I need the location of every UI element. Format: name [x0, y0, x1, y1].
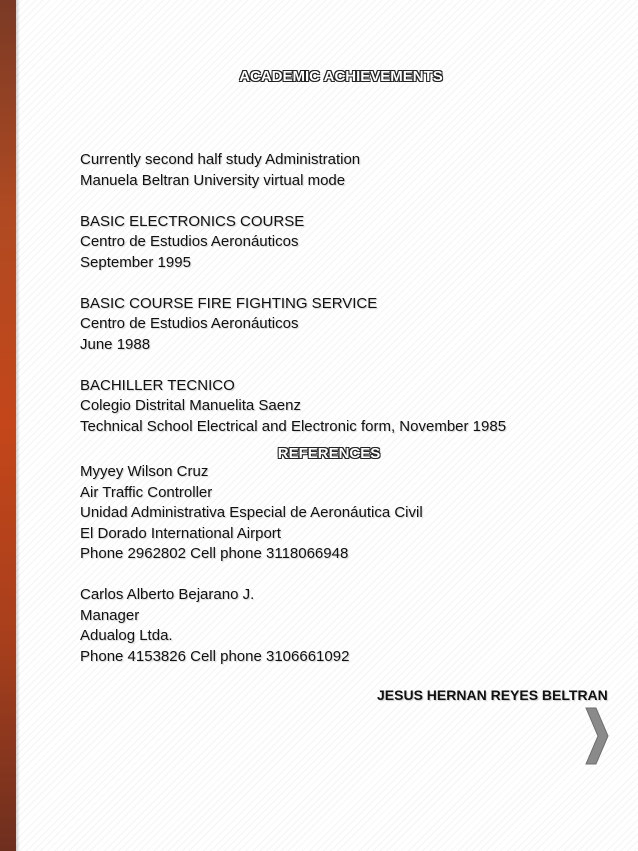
- reference-1-line: Unidad Administrativa Especial de Aeronáutica Civil: [80, 504, 423, 521]
- academic-content: [80, 150, 506, 437]
- current-study-line: Currently second half study Administration: [80, 151, 361, 168]
- current-study-line: Manuela Beltran University virtual mode: [80, 171, 346, 189]
- chevron-right-icon[interactable]: [584, 706, 610, 766]
- electronics-course-line: Centro de Estudios Aeronáuticos: [80, 233, 299, 250]
- reference-2-line: Phone 4153826 Cell phone 3106661092: [80, 647, 350, 665]
- electronics-course-line: September 1995: [80, 253, 191, 271]
- electronics-course-line: BASIC ELECTRONICS COURSE: [80, 212, 305, 230]
- signature-name: JESUS HERNAN REYES BELTRAN: [377, 687, 608, 703]
- reference-2-line: Adualog Ltda.: [80, 627, 173, 644]
- side-accent-bar: [0, 0, 16, 851]
- reference-1-line: Air Traffic Controller: [80, 483, 213, 501]
- bachiller-line: BACHILLER TECNICO: [80, 376, 235, 394]
- references-content: [80, 462, 423, 667]
- bachiller-line: Colegio Distrital Manuelita Saenz: [80, 397, 301, 414]
- reference-2-line: Manager: [80, 606, 140, 624]
- reference-2-line: Carlos Alberto Bejarano J.: [80, 586, 255, 603]
- fire-course-line: June 1988: [80, 335, 151, 353]
- reference-1-line: Myyey Wilson Cruz: [80, 463, 209, 480]
- reference-1-line: Phone 2962802 Cell phone 3118066948: [80, 545, 349, 562]
- academic-achievements-title: ACADEMIC ACHIEVEMENTS: [239, 68, 443, 85]
- reference-1-line: El Dorado International Airport: [80, 524, 281, 542]
- bachiller-line: Technical School Electrical and Electronic form, November 1985: [80, 417, 507, 435]
- fire-course-line: BASIC COURSE FIRE FIGHTING SERVICE: [80, 294, 378, 312]
- fire-course-line: Centro de Estudios Aeronáuticos: [80, 315, 299, 332]
- references-title: REFERENCES: [277, 445, 381, 462]
